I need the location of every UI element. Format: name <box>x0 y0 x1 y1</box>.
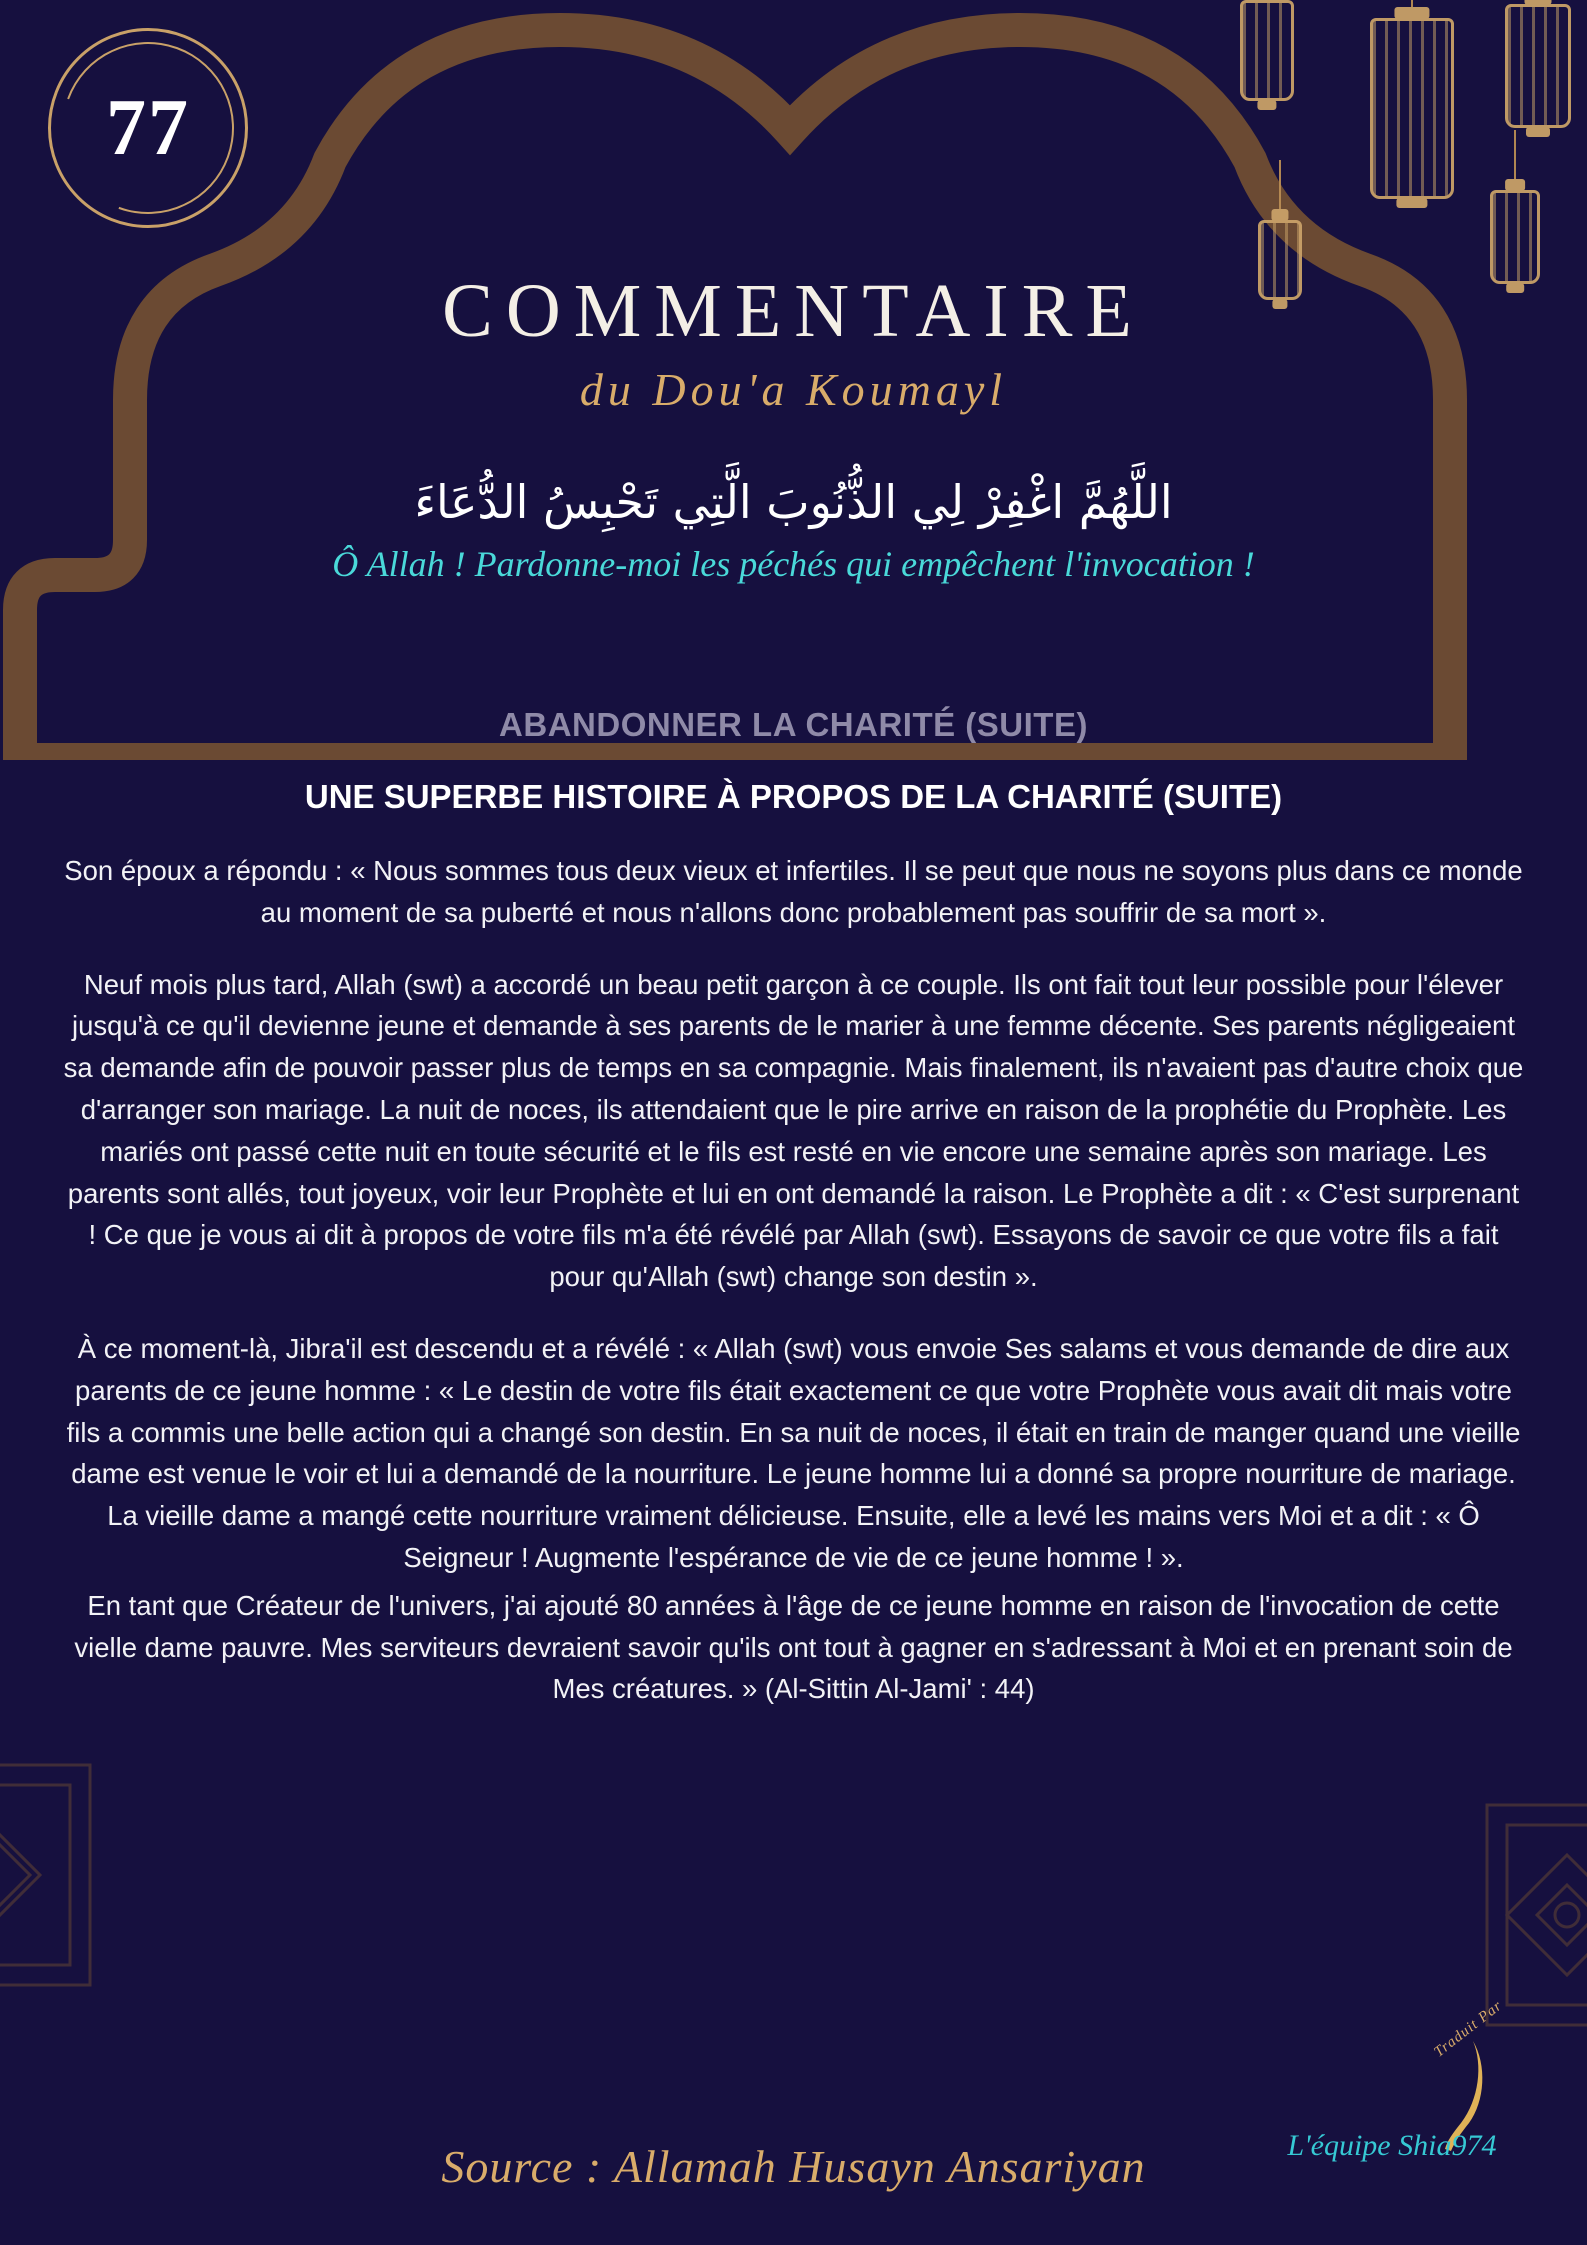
corner-ornament-icon <box>0 1725 210 2025</box>
body-paragraph: Neuf mois plus tard, Allah (swt) a accordé un beau petit garçon à ce couple. Ils ont fait tout leur possible pour l'élever jusqu'à ce qu'il devienne jeune et demande à ses parents de le marier à une femme décente. Ses parents négligeaient sa demande afin de pouvoir passer plus de temps en sa compagnie. Mais finalement, ils n'avaient pas d'autre choix que d'arranger son mariage. La nuit de noces, ils attendaient que le pire arrive en raison de la prophétie du Prophète. Les mariés ont passé cette nuit en toute sécurité et le fils est resté en vie encore une semaine après son mariage. Les parents sont allés, tout joyeux, voir leur Prophète et lui en ont demandé la raison. Le Prophète a dit : « C'est surprenant ! Ce que je vous ai dit à propos de votre fils m'a été révélé par Allah (swt). Essayons de savoir ce que votre fils a fait pour qu'Allah (swt) change son destin ». <box>63 968 1524 1293</box>
body-paragraph: À ce moment-là, Jibra'il est descendu et a révélé : « Allah (swt) vous envoie Ses salams et vous demande de dire aux parents de ce jeune homme : « Le destin de votre fils était exactement ce que votre Prophète vous avait dit mais votre fils a commis une belle action qui a changé son destin. En sa nuit de noces, il était en train de manger quand une vieille dame est venue le voir et lui a demandé de la nourriture. Le jeune homme lui a donné sa propre nourriture de mariage. La vieille dame a mangé cette nourriture vraiment délicieuse. Ensuite, elle a levé les mains vers Moi et a dit : « Ô Seigneur ! Augmente l'espérance de vie de ce jeune homme ! ». <box>66 1332 1521 1573</box>
page-title: COMMENTAIRE <box>442 269 1145 353</box>
main-content <box>0 706 1587 1740</box>
page-number: 77 <box>106 83 190 172</box>
section-subtitle: UNE SUPERBE HISTOIRE À PROPOS DE LA CHARITÉ (SUITE) <box>304 778 1283 815</box>
body-paragraph: En tant que Créateur de l'univers, j'ai ajouté 80 années à l'âge de ce jeune homme en raison de l'invocation de cette vielle dame pauvre. Mes serviteurs devraient savoir qu'ils ont tout à gagner en s'adressant à Moi et en prenant soin de Mes créatures. » (Al-Sittin Al-Jami' : 44) <box>74 1589 1513 1705</box>
section-title: ABANDONNER LA CHARITÉ (SUITE) <box>499 706 1088 743</box>
poster-header <box>0 0 1587 585</box>
team-signature <box>1227 1985 1557 2205</box>
arabic-supplication: اللَّهُمَّ اغْفِرْ لِي الذُّنُوبَ الَّتِي تَحْبِسُ الدُّعَاءَ <box>414 475 1173 529</box>
body-paragraph: Son époux a répondu : « Nous sommes tous deux vieux et infertiles. Il se peut que nous ne soyons plus dans ce monde au moment de sa puberté et nous n'allons donc probablement pas souffrir de sa mort ». <box>64 855 1523 928</box>
french-translation: Ô Allah ! Pardonne-moi les péchés qui empêchent l'invocation ! <box>332 544 1255 584</box>
signature-text: L'équipe Shia974 <box>1287 2129 1497 2162</box>
page-subtitle: du Dou'a Koumayl <box>579 364 1008 415</box>
source-line: Source : Allamah Husayn Ansariyan <box>441 2141 1146 2192</box>
signature-small-label: Traduit Par <box>1430 1997 1505 2061</box>
